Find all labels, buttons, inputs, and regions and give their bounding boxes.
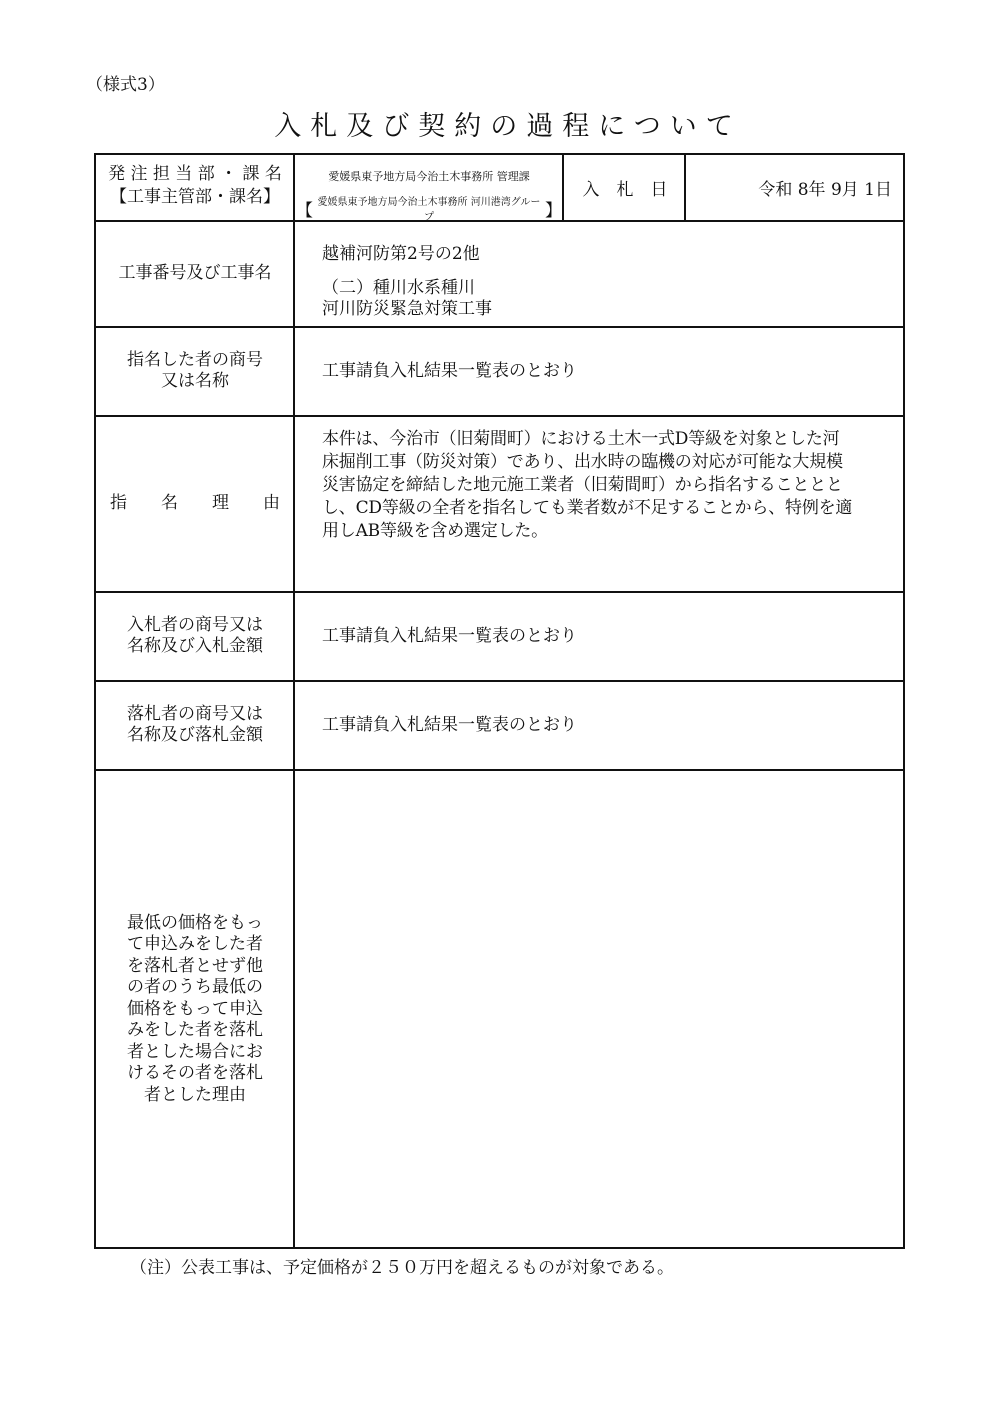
bidders-label: 入札者の商号又は 名称及び入札金額: [127, 615, 263, 656]
dept-sub: [296, 193, 562, 223]
reason-value: 本件は、今治市（旧菊間町）における土木一式D等級を対象とした河 床掘削工事（防災対策）であり、出水時の臨機の対応が可能な大規模 災害協定を締結した地元施工業者（旧菊間町）から指名することとと し、CD等級の全者を指名しても業者数が不足することから、特例を適 用しAB等級を含め選定した。: [322, 429, 853, 541]
project-label: 工事番号及び工事名: [118, 263, 272, 283]
dept-label: [96, 155, 294, 220]
footnote: （注）公表工事は、予定価格が２５０万円を超えるものが対象である。: [130, 1258, 674, 1278]
exception-label: 最低の価格をもっ て申込みをした者 を落札者とせず他 の者のうち最低の 価格をもって申込 みをした者を落札 者とした場合にお けるその者を落札 者とした理由: [127, 912, 263, 1105]
reason-label: 指 名 理 由: [110, 493, 280, 513]
bracket-open: 【: [296, 200, 313, 221]
column-divider: [562, 155, 564, 220]
dept-sub-name: 愛媛県東予地方局今治土木事務所 河川港湾グループ: [317, 197, 541, 223]
designated-value: 工事請負入札結果一覧表のとおり: [322, 361, 577, 381]
bidders-value: 工事請負入札結果一覧表のとおり: [322, 626, 577, 646]
dept-label-line1: 発 注 担 当 部 ・ 課 名: [108, 164, 282, 184]
dept-name: 愛媛県東予地方局今治土木事務所 管理課: [328, 170, 530, 183]
bid-date-label: 入 札 日: [582, 180, 668, 200]
bid-date-value: 令和 8年 9月 1日: [758, 180, 892, 200]
bracket-close: 】: [545, 200, 562, 221]
project-number: 越補河防第2号の2他: [322, 244, 480, 264]
winner-value: 工事請負入札結果一覧表のとおり: [322, 715, 577, 735]
dept-value: [296, 155, 562, 223]
project-name-line2: 河川防災緊急対策工事: [322, 299, 492, 319]
form-number: （様式3）: [86, 75, 165, 95]
designated-label: 指名した者の商号 又は名称: [127, 350, 263, 391]
page-title: 入札及び契約の過程について: [274, 111, 742, 142]
form-table: [94, 153, 905, 1249]
dept-label-line2: 【工事主管部・課名】: [110, 187, 280, 207]
column-divider: [684, 155, 686, 220]
project-name-line1: （二）種川水系種川: [322, 278, 475, 298]
winner-label: 落札者の商号又は 名称及び落札金額: [127, 704, 263, 745]
